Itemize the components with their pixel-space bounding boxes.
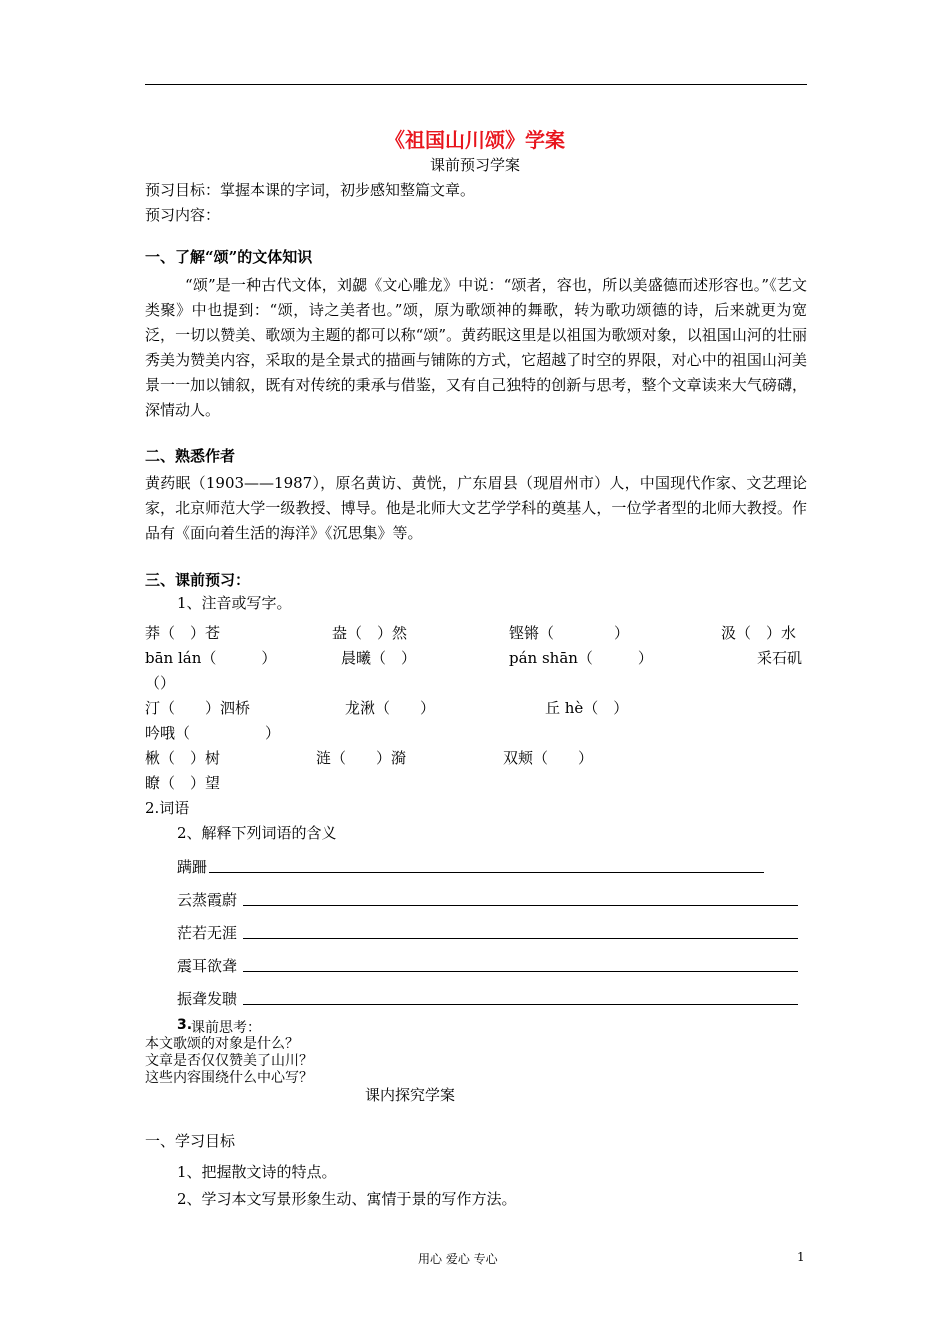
header-rule xyxy=(145,84,807,85)
answer-line xyxy=(243,905,798,906)
section1-text: “颂”是一种古代文体，刘勰《文心雕龙》中说：“颂者，容也，所以美盛德而述形容也。”《艺文类聚》中也提到：“颂，诗之美者也。”颂，原为歌颂神的舞歌，转为歌功颂德的诗，后来就更为宽泛，一切以赞美、歌颂为主题的都可以称“颂”。黄药眠这里是以祖国为歌颂对象，以祖国山河的壮丽秀美为赞美内容，采取的是全景式的描画与铺陈的方式，它超越了时空的界限，对心中的祖国山河美景一一加以铺叙，既有对传统的秉承与借鉴，又有自己独特的创新与思考，整个文章读来大气磅礴，深情动人。 xyxy=(145,276,807,419)
vocab-item: bān lán（ ） xyxy=(145,649,277,667)
vocab-item: 铿锵（ ） xyxy=(509,624,630,642)
think-question: 这些内容围绕什么中心写？ xyxy=(145,1070,313,1086)
word-term: 茫若无涯 xyxy=(177,924,238,942)
vocab-item: pán shān（ ） xyxy=(509,649,653,667)
vocab-item: 涟（ ）漪 xyxy=(316,749,407,767)
preview-content-label: 预习内容： xyxy=(145,206,221,224)
answer-line xyxy=(209,872,764,873)
word-term: 云蒸霞蔚 xyxy=(177,891,238,909)
vocab-item: 楸（ ）树 xyxy=(145,749,221,767)
vocab-item: （） xyxy=(145,674,176,692)
vocab-item: 龙湫（ ） xyxy=(345,699,436,717)
word-term: 震耳欲聋 xyxy=(177,957,238,975)
words-instruction: 2、解释下列词语的含义 xyxy=(177,824,337,842)
think-heading: 课前思考： xyxy=(191,1020,261,1036)
inclass-heading: 一、学习目标 xyxy=(145,1132,236,1150)
answer-line xyxy=(243,1004,798,1005)
vocab-item: 汲（ ）水 xyxy=(721,624,797,642)
vocab-item: 丘 hè（ ） xyxy=(545,699,629,717)
page-title: 《祖国山川颂》学案 xyxy=(385,128,565,152)
section3-heading: 三、课前预习： xyxy=(145,571,251,589)
word-term: 振聋发聩 xyxy=(177,990,238,1008)
section1-body xyxy=(145,273,807,423)
think-number: 3. xyxy=(177,1017,193,1033)
vocab-item: 汀（ ）泗桥 xyxy=(145,699,251,717)
page-number: 1 xyxy=(797,1250,805,1264)
sub-phonetic: 1、注音或写字。 xyxy=(177,594,292,612)
inclass-title: 课内探究学案 xyxy=(365,1086,456,1104)
think-question: 本文歌颂的对象是什么？ xyxy=(145,1036,299,1052)
section-subtitle: 课前预习学案 xyxy=(429,156,520,174)
section2-body: 黄药眠（1903——1987），原名黄访、黄恍，广东眉县（现眉州市）人，中国现代作家、文艺理论家，北京师范大学一级教授、博导。他是北师大文艺学学科的奠基人，一位学者型的北师大教授。作品有《面向着生活的海洋》《沉思集》等。 xyxy=(145,474,807,542)
vocab-item: 莽（ ）苍 xyxy=(145,624,221,642)
think-question: 文章是否仅仅赞美了山川？ xyxy=(145,1053,313,1069)
section2-heading: 二、熟悉作者 xyxy=(145,447,236,465)
word-term: 蹒跚 xyxy=(177,858,208,876)
section1-heading: 一、了解“颂”的文体知识 xyxy=(145,248,313,266)
words-section-label: 2.词语 xyxy=(145,799,190,817)
vocab-item: 晨曦（ ） xyxy=(341,649,417,667)
vocab-item: 双颊（ ） xyxy=(503,749,594,767)
vocab-item: 吟哦（ ） xyxy=(145,724,281,742)
footer-text: 用心 爱心 专心 xyxy=(418,1252,498,1266)
answer-line xyxy=(243,938,798,939)
vocab-item: 瞭（ ）望 xyxy=(145,774,221,792)
preview-goal: 预习目标：掌握本课的字词，初步感知整篇文章。 xyxy=(145,181,476,199)
goal-item: 1、把握散文诗的特点。 xyxy=(177,1163,337,1181)
goal-item: 2、学习本文写景形象生动、寓情于景的写作方法。 xyxy=(177,1190,517,1208)
vocab-item: 采石矶 xyxy=(757,649,803,667)
vocab-item: 盎（ ）然 xyxy=(332,624,408,642)
answer-line xyxy=(243,971,798,972)
